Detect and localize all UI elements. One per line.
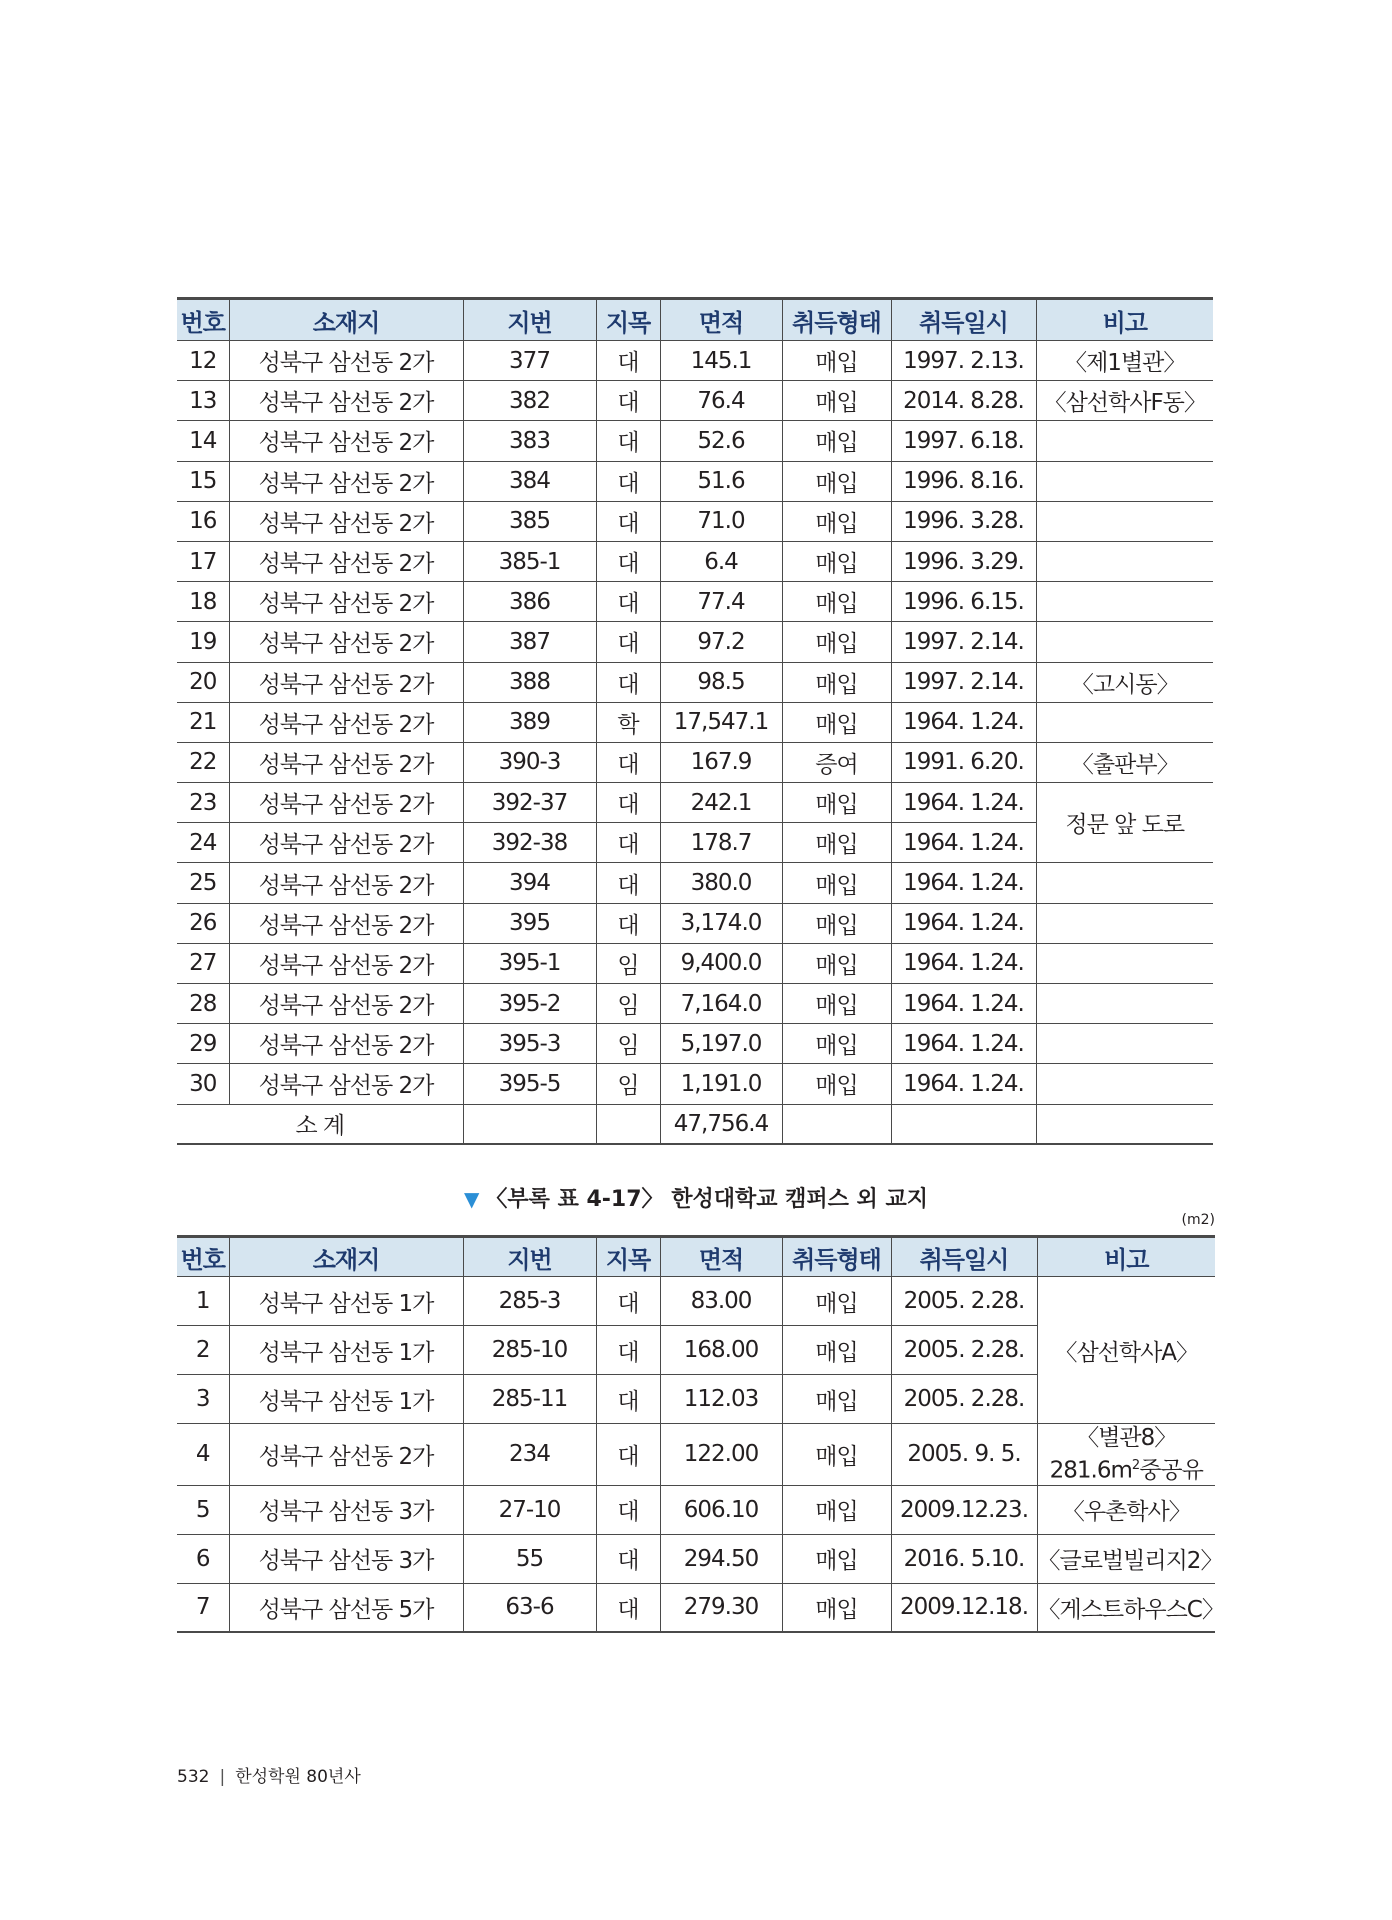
cell-acquisition-type: 매입 xyxy=(782,783,891,823)
cell-remark xyxy=(1036,863,1213,903)
cell-acquisition-type: 매입 xyxy=(782,1277,891,1326)
cell-acquisition-type: 매입 xyxy=(782,461,891,501)
table-row xyxy=(177,1485,1215,1534)
cell-acquisition-date: 1964. 1.24. xyxy=(891,903,1036,943)
cell-lot-number: 285-3 xyxy=(463,1277,596,1326)
cell-location: 성북구 삼선동 1가 xyxy=(229,1375,463,1424)
cell-lot-number: 395-5 xyxy=(463,1064,596,1104)
cell-acquisition-date: 1964. 1.24. xyxy=(891,823,1036,863)
cell-lot-number: 63-6 xyxy=(463,1583,596,1632)
cell-location: 성북구 삼선동 2가 xyxy=(229,903,463,943)
cell-lot-number: 27-10 xyxy=(463,1485,596,1534)
cell-acquisition-type: 매입 xyxy=(782,582,891,622)
cell-remark xyxy=(1036,501,1213,541)
cell-acquisition-date: 1964. 1.24. xyxy=(891,783,1036,823)
cell-row-number: 2 xyxy=(195,1337,210,1363)
cell-land-category: 대 xyxy=(596,541,660,581)
cell-acquisition-type: 매입 xyxy=(782,501,891,541)
cell-lot-number: 395-2 xyxy=(463,984,596,1024)
cell-location: 성북구 삼선동 2가 xyxy=(229,823,463,863)
cell-remark xyxy=(1036,582,1213,622)
cell-lot-number: 389 xyxy=(463,702,596,742)
table-row xyxy=(177,742,1213,782)
table-row xyxy=(177,702,1213,742)
cell-area: 52.6 xyxy=(660,421,782,461)
cell-area: 77.4 xyxy=(660,582,782,622)
cell-remark xyxy=(1037,1424,1215,1486)
cell-row-number: 4 xyxy=(195,1441,210,1468)
cell-remark xyxy=(1036,1024,1213,1064)
cell-land-category: 대 xyxy=(596,863,660,903)
cell-acquisition-date: 1964. 1.24. xyxy=(891,984,1036,1024)
cell-row-number: 28 xyxy=(189,990,217,1017)
remark-line xyxy=(1038,1452,1216,1485)
cell-area: 7,164.0 xyxy=(660,984,782,1024)
cell-location: 성북구 삼선동 2가 xyxy=(229,662,463,702)
cell-land-category: 대 xyxy=(596,1277,660,1326)
subtotal-row xyxy=(177,1104,1213,1144)
page-number: 532 xyxy=(177,1767,210,1787)
unit-label: (m2) xyxy=(1181,1212,1215,1228)
cell-remark xyxy=(1036,461,1213,501)
cell-area: 3,174.0 xyxy=(660,903,782,943)
cell-acquisition-date: 2009.12.18. xyxy=(891,1583,1037,1632)
cell-area: 5,197.0 xyxy=(660,1024,782,1064)
cell-remark: 〈제1별관〉 xyxy=(1036,341,1213,381)
cell-location: 성북구 삼선동 2가 xyxy=(229,943,463,983)
triangle-marker-icon: ▼ xyxy=(464,1187,480,1211)
table-row xyxy=(177,1064,1213,1104)
cell-area: 380.0 xyxy=(660,863,782,903)
cell-area: 71.0 xyxy=(660,501,782,541)
cell-lot-number: 384 xyxy=(463,461,596,501)
cell-location: 성북구 삼선동 2가 xyxy=(229,702,463,742)
cell-lot-number: 390-3 xyxy=(463,742,596,782)
cell-lot-number: 395 xyxy=(463,903,596,943)
cell-acquisition-date: 1997. 2.14. xyxy=(891,622,1036,662)
cell-lot-number: 387 xyxy=(463,622,596,662)
cell-location: 성북구 삼선동 1가 xyxy=(229,1277,463,1326)
cell-location: 성북구 삼선동 1가 xyxy=(229,1326,463,1375)
cell-acquisition-type: 매입 xyxy=(782,1375,891,1424)
table-header-row xyxy=(177,299,1213,341)
cell-remark: 〈고시동〉 xyxy=(1036,662,1213,702)
cell-land-category: 대 xyxy=(596,421,660,461)
cell-acquisition-type: 매입 xyxy=(782,903,891,943)
header-row-number: 번호 xyxy=(177,299,229,341)
subtotal-label: 소 계 xyxy=(295,1113,345,1140)
cell-lot-number: 385 xyxy=(463,501,596,541)
table-row xyxy=(177,501,1213,541)
table-row xyxy=(177,1424,1215,1486)
cell-area: 294.50 xyxy=(660,1534,782,1583)
cell-acquisition-date: 1996. 8.16. xyxy=(891,461,1036,501)
cell-remark xyxy=(1036,702,1213,742)
header-lot-number: 지번 xyxy=(463,299,596,341)
cell-lot-number: 386 xyxy=(463,582,596,622)
cell-location: 성북구 삼선동 2가 xyxy=(229,541,463,581)
cell-remark: 정문 앞 도로 xyxy=(1036,783,1213,863)
cell-land-category: 대 xyxy=(596,1583,660,1632)
cell-remark xyxy=(1036,622,1213,662)
cell-land-category xyxy=(596,1104,660,1144)
cell-area: 242.1 xyxy=(660,783,782,823)
cell-land-category: 대 xyxy=(596,461,660,501)
cell-acquisition-date: 2016. 5.10. xyxy=(891,1534,1037,1583)
cell-area: 83.00 xyxy=(660,1277,782,1326)
cell-acquisition-type xyxy=(782,1104,891,1144)
table-row xyxy=(177,1277,1215,1326)
cell-row-number: 23 xyxy=(189,789,217,816)
cell-remark xyxy=(1036,1064,1213,1104)
cell-location: 성북구 삼선동 2가 xyxy=(229,501,463,541)
cell-row-number: 24 xyxy=(189,829,217,856)
cell-acquisition-date: 1964. 1.24. xyxy=(891,1064,1036,1104)
cell-remark: 〈우촌학사〉 xyxy=(1037,1485,1215,1534)
cell-row-number: 25 xyxy=(189,870,217,897)
cell-location: 성북구 삼선동 2가 xyxy=(229,421,463,461)
cell-acquisition-type: 매입 xyxy=(782,863,891,903)
cell-acquisition-type: 매입 xyxy=(782,381,891,421)
cell-location: 성북구 삼선동 2가 xyxy=(229,742,463,782)
cell-row-number: 3 xyxy=(195,1386,210,1412)
header-remark: 비고 xyxy=(1037,1237,1215,1277)
cell-land-category: 대 xyxy=(596,662,660,702)
cell-acquisition-type: 매입 xyxy=(782,1424,891,1486)
remark-line: 〈별관8〉 xyxy=(1076,1425,1177,1451)
cell-location: 성북구 삼선동 3가 xyxy=(229,1485,463,1534)
cell-area: 98.5 xyxy=(660,662,782,702)
table-row xyxy=(177,984,1213,1024)
cell-acquisition-date: 1964. 1.24. xyxy=(891,943,1036,983)
cell-acquisition-date: 1996. 3.28. xyxy=(891,501,1036,541)
cell-lot-number: 395-1 xyxy=(463,943,596,983)
cell-land-category: 대 xyxy=(596,1485,660,1534)
cell-acquisition-date: 1964. 1.24. xyxy=(891,1024,1036,1064)
cell-acquisition-date: 1997. 6.18. xyxy=(891,421,1036,461)
cell-acquisition-date: 1996. 6.15. xyxy=(891,582,1036,622)
cell-area: 112.03 xyxy=(660,1375,782,1424)
cell-location: 성북구 삼선동 2가 xyxy=(229,1424,463,1486)
cell-land-category: 임 xyxy=(596,984,660,1024)
footer-separator: | xyxy=(219,1767,226,1787)
cell-lot-number: 392-37 xyxy=(463,783,596,823)
cell-acquisition-type: 매입 xyxy=(782,541,891,581)
cell-row-number: 27 xyxy=(189,950,217,977)
header-acquisition-date: 취득일시 xyxy=(891,1237,1037,1277)
cell-remark: 〈삼선학사F동〉 xyxy=(1036,381,1213,421)
cell-acquisition-date: 1964. 1.24. xyxy=(891,702,1036,742)
cell-acquisition-date: 2009.12.23. xyxy=(891,1485,1037,1534)
cell-row-number: 13 xyxy=(189,387,217,414)
cell-remark xyxy=(1036,943,1213,983)
table-row xyxy=(177,541,1213,581)
table-row xyxy=(177,622,1213,662)
cell-lot-number: 285-11 xyxy=(463,1375,596,1424)
cell-remark xyxy=(1036,1104,1213,1144)
cell-acquisition-type: 매입 xyxy=(782,1485,891,1534)
cell-area: 51.6 xyxy=(660,461,782,501)
cell-land-category: 대 xyxy=(596,1424,660,1486)
cell-land-category: 대 xyxy=(596,903,660,943)
cell-remark: 〈게스트하우스C〉 xyxy=(1037,1583,1215,1632)
cell-acquisition-type: 매입 xyxy=(782,662,891,702)
cell-acquisition-type: 매입 xyxy=(782,1583,891,1632)
table-row xyxy=(177,903,1213,943)
cell-row-number: 15 xyxy=(189,468,217,495)
cell-area: 167.9 xyxy=(660,742,782,782)
cell-land-category: 임 xyxy=(596,1024,660,1064)
cell-remark xyxy=(1036,541,1213,581)
header-area: 면적 xyxy=(660,299,782,341)
cell-remark: 〈출판부〉 xyxy=(1036,742,1213,782)
header-location: 소재지 xyxy=(229,299,463,341)
cell-lot-number: 392-38 xyxy=(463,823,596,863)
cell-row-number: 5 xyxy=(195,1496,210,1523)
cell-lot-number: 377 xyxy=(463,341,596,381)
cell-row-number: 17 xyxy=(189,548,217,575)
cell-row-number: 30 xyxy=(189,1070,217,1097)
cell-acquisition-type: 매입 xyxy=(782,702,891,742)
header-lot-number: 지번 xyxy=(463,1237,596,1277)
cell-row-number: 1 xyxy=(195,1288,210,1314)
table-row xyxy=(177,783,1213,823)
cell-acquisition-date: 1996. 3.29. xyxy=(891,541,1036,581)
cell-acquisition-date: 2005. 9. 5. xyxy=(891,1424,1037,1486)
table-row xyxy=(177,582,1213,622)
header-location: 소재지 xyxy=(229,1237,463,1277)
cell-acquisition-type: 매입 xyxy=(782,622,891,662)
table-header-row xyxy=(177,1237,1215,1277)
cell-row-number: 12 xyxy=(189,347,217,374)
cell-lot-number xyxy=(463,1104,596,1144)
cell-acquisition-date: 1991. 6.20. xyxy=(891,742,1036,782)
cell-land-category: 대 xyxy=(596,381,660,421)
land-table-campus xyxy=(177,297,1213,1145)
table-row xyxy=(177,1534,1215,1583)
cell-acquisition-type: 매입 xyxy=(782,1326,891,1375)
cell-remark xyxy=(1036,984,1213,1024)
cell-land-category: 학 xyxy=(596,702,660,742)
table-row xyxy=(177,341,1213,381)
land-table-off-campus xyxy=(177,1235,1224,1633)
cell-acquisition-type: 매입 xyxy=(782,1024,891,1064)
remark-unit-superscript: 2 xyxy=(1131,1458,1140,1473)
cell-location: 성북구 삼선동 2가 xyxy=(229,1024,463,1064)
cell-row-number: 21 xyxy=(189,709,217,736)
cell-lot-number: 234 xyxy=(463,1424,596,1486)
cell-acquisition-type: 매입 xyxy=(782,943,891,983)
cell-land-category: 대 xyxy=(596,823,660,863)
header-land-category: 지목 xyxy=(596,299,660,341)
cell-area: 76.4 xyxy=(660,381,782,421)
cell-acquisition-type: 매입 xyxy=(782,341,891,381)
cell-lot-number: 285-10 xyxy=(463,1326,596,1375)
cell-acquisition-type: 증여 xyxy=(782,742,891,782)
cell-area: 9,400.0 xyxy=(660,943,782,983)
book-title: 한성학원 80년사 xyxy=(235,1767,361,1787)
cell-land-category: 대 xyxy=(596,501,660,541)
header-acquisition-type: 취득형태 xyxy=(782,1237,891,1277)
cell-area: 97.2 xyxy=(660,622,782,662)
cell-lot-number: 382 xyxy=(463,381,596,421)
cell-row-number: 22 xyxy=(189,749,217,776)
cell-acquisition-date: 2005. 2.28. xyxy=(891,1375,1037,1424)
cell-acquisition-type: 매입 xyxy=(782,1064,891,1104)
cell-lot-number: 55 xyxy=(463,1534,596,1583)
cell-land-category: 임 xyxy=(596,943,660,983)
cell-remark: 〈삼선학사A〉 xyxy=(1037,1277,1215,1424)
cell-acquisition-date: 1997. 2.13. xyxy=(891,341,1036,381)
cell-area: 17,547.1 xyxy=(660,702,782,742)
cell-area: 145.1 xyxy=(660,341,782,381)
table-row xyxy=(177,461,1213,501)
cell-land-category: 대 xyxy=(596,1534,660,1583)
header-row-number: 번호 xyxy=(177,1237,229,1277)
cell-area: 6.4 xyxy=(660,541,782,581)
cell-location: 성북구 삼선동 2가 xyxy=(229,622,463,662)
cell-acquisition-date: 1997. 2.14. xyxy=(891,662,1036,702)
cell-row-number: 14 xyxy=(189,427,217,454)
cell-acquisition-type: 매입 xyxy=(782,421,891,461)
cell-acquisition-date xyxy=(891,1104,1036,1144)
cell-land-category: 대 xyxy=(596,622,660,662)
table-row xyxy=(177,421,1213,461)
cell-acquisition-type: 매입 xyxy=(782,823,891,863)
cell-location: 성북구 삼선동 2가 xyxy=(229,341,463,381)
cell-location: 성북구 삼선동 2가 xyxy=(229,461,463,501)
cell-land-category: 대 xyxy=(596,341,660,381)
cell-row-number: 26 xyxy=(189,910,217,937)
cell-lot-number: 383 xyxy=(463,421,596,461)
cell-acquisition-date: 2005. 2.28. xyxy=(891,1326,1037,1375)
cell-remark xyxy=(1036,903,1213,943)
subtotal-area: 47,756.4 xyxy=(660,1104,782,1144)
cell-lot-number: 395-3 xyxy=(463,1024,596,1064)
header-area: 면적 xyxy=(660,1237,782,1277)
cell-lot-number: 394 xyxy=(463,863,596,903)
cell-land-category: 대 xyxy=(596,742,660,782)
cell-location: 성북구 삼선동 2가 xyxy=(229,863,463,903)
cell-area: 122.00 xyxy=(660,1424,782,1486)
cell-row-number: 7 xyxy=(195,1594,210,1621)
cell-location: 성북구 삼선동 2가 xyxy=(229,783,463,823)
cell-area: 1,191.0 xyxy=(660,1064,782,1104)
cell-land-category: 대 xyxy=(596,783,660,823)
cell-acquisition-type: 매입 xyxy=(782,1534,891,1583)
table-row xyxy=(177,1583,1215,1632)
cell-lot-number: 385-1 xyxy=(463,541,596,581)
cell-row-number: 29 xyxy=(189,1030,217,1057)
cell-location: 성북구 삼선동 2가 xyxy=(229,984,463,1024)
cell-acquisition-type: 매입 xyxy=(782,984,891,1024)
remark-text: 중공유 xyxy=(1139,1457,1203,1484)
caption-text: 〈부록 표 4-17〉 한성대학교 캠퍼스 외 교지 xyxy=(485,1187,928,1212)
table-row xyxy=(177,1024,1213,1064)
cell-location: 성북구 삼선동 2가 xyxy=(229,582,463,622)
header-acquisition-date: 취득일시 xyxy=(891,299,1036,341)
cell-area: 168.00 xyxy=(660,1326,782,1375)
cell-acquisition-date: 1964. 1.24. xyxy=(891,863,1036,903)
cell-row-number: 18 xyxy=(189,588,217,615)
cell-location: 성북구 삼선동 2가 xyxy=(229,1064,463,1104)
cell-row-number: 6 xyxy=(195,1545,210,1572)
table-row xyxy=(177,662,1213,702)
cell-area: 279.30 xyxy=(660,1583,782,1632)
header-land-category: 지목 xyxy=(596,1237,660,1277)
cell-acquisition-date: 2005. 2.28. xyxy=(891,1277,1037,1326)
cell-land-category: 임 xyxy=(596,1064,660,1104)
cell-location: 성북구 삼선동 5가 xyxy=(229,1583,463,1632)
table-caption xyxy=(0,1182,1392,1213)
table-row xyxy=(177,943,1213,983)
cell-acquisition-date: 2014. 8.28. xyxy=(891,381,1036,421)
cell-land-category: 대 xyxy=(596,1375,660,1424)
cell-location: 성북구 삼선동 3가 xyxy=(229,1534,463,1583)
cell-row-number: 19 xyxy=(189,628,217,655)
cell-lot-number: 388 xyxy=(463,662,596,702)
cell-remark xyxy=(1036,421,1213,461)
header-acquisition-type: 취득형태 xyxy=(782,299,891,341)
cell-location: 성북구 삼선동 2가 xyxy=(229,381,463,421)
cell-remark: 〈글로벌빌리지2〉 xyxy=(1037,1534,1215,1583)
remark-area: 281.6m xyxy=(1049,1457,1132,1484)
table-row xyxy=(177,863,1213,903)
cell-area: 178.7 xyxy=(660,823,782,863)
cell-row-number: 16 xyxy=(189,508,217,535)
cell-land-category: 대 xyxy=(596,1326,660,1375)
cell-row-number: 20 xyxy=(189,669,217,696)
cell-area: 606.10 xyxy=(660,1485,782,1534)
table-row xyxy=(177,381,1213,421)
header-remark: 비고 xyxy=(1036,299,1213,341)
cell-land-category: 대 xyxy=(596,582,660,622)
page-footer xyxy=(177,1762,361,1787)
